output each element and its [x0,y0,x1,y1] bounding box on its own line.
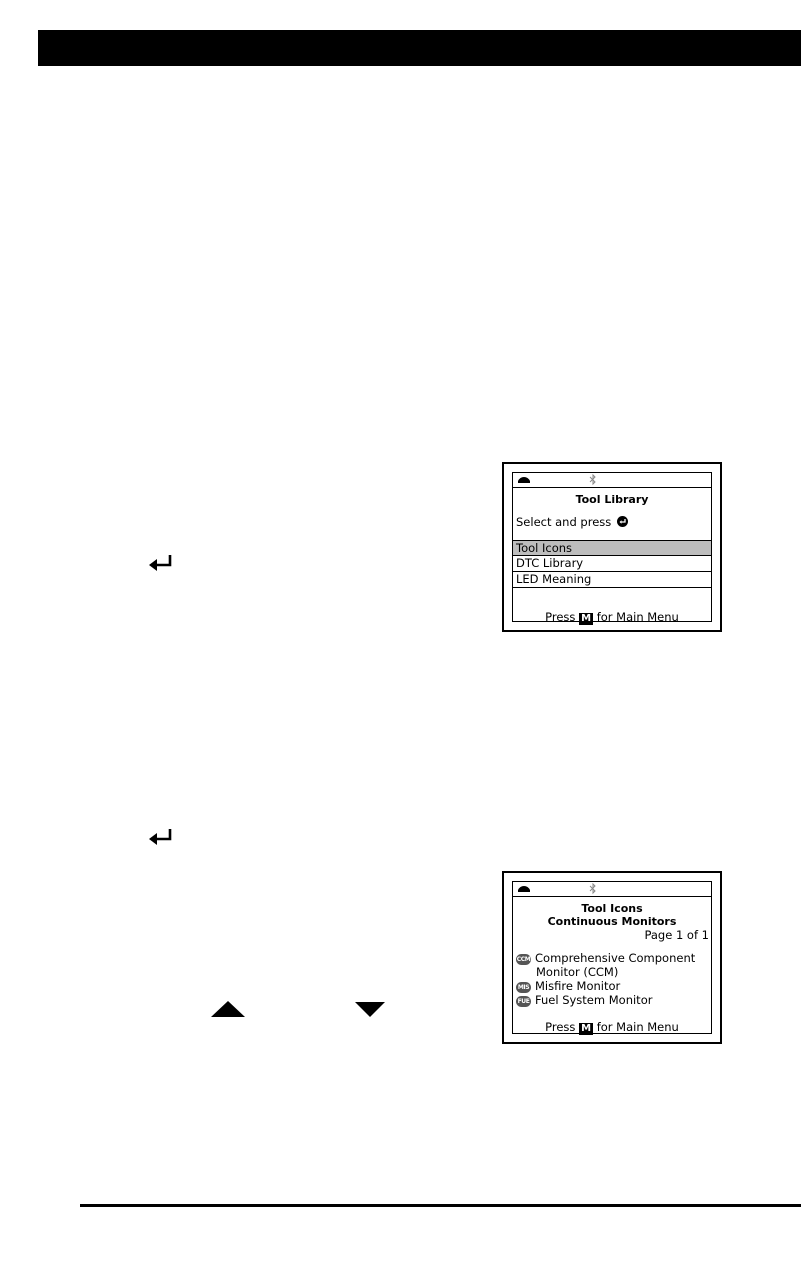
vehicle-icon [517,885,531,893]
bluetooth-icon [589,474,597,486]
ccm-monitor-icon: CCM [516,956,531,963]
m-key-icon: M [581,613,592,624]
menu-item-led-meaning[interactable]: LED Meaning [513,572,711,588]
up-arrow-icon [211,1001,245,1017]
fuel-monitor-icon: FUE [517,998,530,1005]
status-row [513,473,711,488]
menu-item-dtc-library[interactable]: DTC Library [513,556,711,572]
monitor-label: Fuel System Monitor [535,993,653,1007]
monitor-item-ccm-cont: Monitor (CCM) [536,965,619,979]
footer-menu-text: for Main Menu [596,1020,679,1034]
page-header-bar [38,30,801,66]
m-key-icon: M [581,1023,592,1034]
screen-title: Tool Icons [581,902,643,915]
status-row [513,882,711,897]
screen-prompt [516,515,628,529]
page-indicator: Page 1 of 1 [644,928,709,942]
screen-footer [513,610,711,625]
monitor-label: Misfire Monitor [535,979,621,993]
down-arrow-icon [355,1002,385,1017]
page-footer-rule [80,1204,801,1207]
monitor-item-fuel [516,993,652,1007]
enter-key-icon [617,516,628,527]
monitor-label: Comprehensive Component [535,951,696,965]
tool-library-screen [502,462,722,632]
misfire-monitor-icon: MIS [517,984,530,991]
lcd-display [512,472,712,622]
vehicle-icon [517,476,531,484]
screen-title: Tool Library [575,493,649,506]
bluetooth-icon [589,883,597,895]
enter-key-icon [148,554,174,572]
monitor-item-ccm [516,951,695,965]
lcd-display [512,881,712,1034]
footer-press-text: Press [545,1020,576,1034]
monitor-item-misfire [516,979,620,993]
footer-press-text: Press [545,610,576,624]
tool-icons-screen [502,871,722,1044]
menu-item-tool-icons[interactable]: Tool Icons [513,540,711,556]
screen-footer [513,1020,711,1035]
enter-key-icon [148,828,174,846]
screen-subtitle: Continuous Monitors [547,915,677,928]
footer-menu-text: for Main Menu [596,610,679,624]
prompt-text: Select and press [516,515,612,529]
